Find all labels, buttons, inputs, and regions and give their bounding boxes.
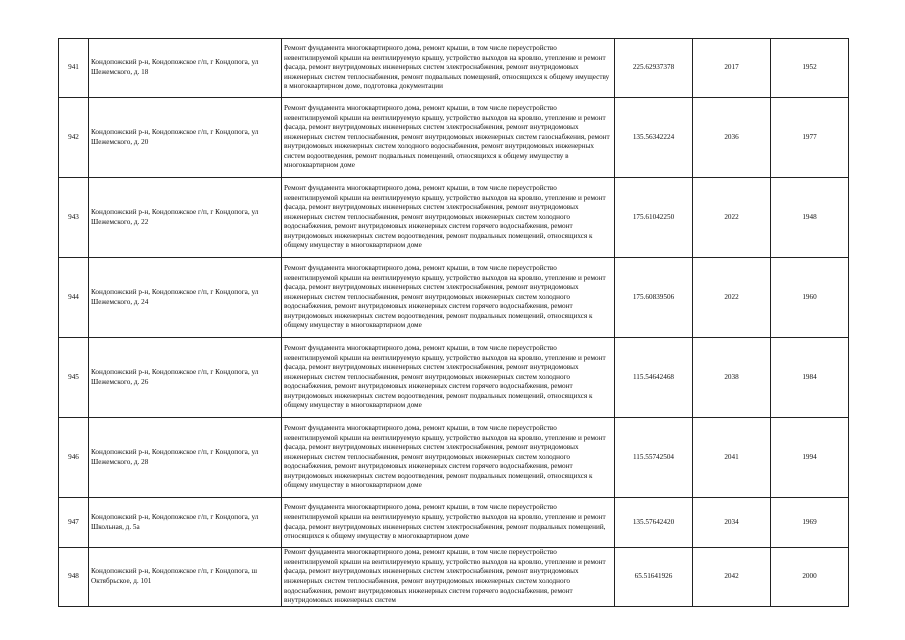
address-cell: Кондопожский р-н, Кондопожское г/п, г Кондопога, ул Шежемского, д. 18 [89, 39, 282, 98]
works-text: Ремонт фундамента многоквартирного дома, ремонт крыши, в том числе переустройство невентилируемой крыши на вентилируемую крышу, устройство выходов на кровлю, утепление и ремонт фасада, ремонт внутридомовых инженерных систем электроснабжения, ремонт внутридомовых инженерных систем теплоснабжения, ремонт внутридомовых инженерных систем холодного водоснабжения, ремонт внутридомовых инженерных систем горячего водоснабжения, ремонт внутридомовых инженерных систем водоотведения, ремонт подвальных помещений, относящихся к общему имуществу в многоквартирном доме [284, 183, 606, 250]
works-cell [282, 498, 615, 548]
planned-year-cell: 2038 [693, 338, 771, 418]
table-row [59, 258, 849, 338]
address-cell: Кондопожский р-н, Кондопожское г/п, г Кондопога, ул Шежемского, д. 24 [89, 258, 282, 338]
cost-cell: 115.54642468 [615, 338, 693, 418]
works-text: Ремонт фундамента многоквартирного дома, ремонт крыши, в том числе переустройство невентилируемой крыши на вентилируемую крышу, устройство выходов на кровлю, утепление и ремонт фасада, ремонт внутридомовых инженерных систем электроснабжения, ремонт внутридомовых инженерных систем теплоснабжения, ремонт подвальных помещений, относящихся к общему имуществу в многоквартирном доме, подготовка документации [284, 44, 610, 91]
cost-cell: 65.51641926 [615, 548, 693, 607]
cost-cell: 135.57642420 [615, 498, 693, 548]
table-row [59, 39, 849, 98]
row-number: 945 [59, 338, 89, 418]
cost-cell: 115.55742504 [615, 418, 693, 498]
works-text: Ремонт фундамента многоквартирного дома, ремонт крыши, в том числе переустройство невентилируемой крыши на вентилируемую крышу, устройство выходов на кровлю, утепление и ремонт фасада, ремонт внутридомовых инженерных систем электроснабжения, ремонт внутридомовых инженерных систем теплоснабжения, ремонт внутридомовых инженерных систем холодного водоснабжения, ремонт внутридомовых инженерных систем горячего водоснабжения, ремонт внутридомовых инженерных систем водоотведения, ремонт подвальных помещений, относящихся к общему имуществу в многоквартирном доме [284, 423, 606, 490]
build-year-cell: 1969 [771, 498, 849, 548]
address-cell: Кондопожский р-н, Кондопожское г/п, г Кондопога, ул Школьная, д. 5а [89, 498, 282, 548]
build-year-cell: 1952 [771, 39, 849, 98]
cost-cell: 175.60839506 [615, 258, 693, 338]
build-year-cell: 2000 [771, 548, 849, 607]
address-cell: Кондопожский р-н, Кондопожское г/п, г Кондопога, ул Шежемского, д. 28 [89, 418, 282, 498]
table-row [59, 498, 849, 548]
planned-year-cell: 2017 [693, 39, 771, 98]
address-cell: Кондопожский р-н, Кондопожское г/п, г Кондопога, ул Шежемского, д. 22 [89, 178, 282, 258]
cost-cell: 175.61042250 [615, 178, 693, 258]
address-cell: Кондопожский р-н, Кондопожское г/п, г Кондопога, ул Шежемского, д. 20 [89, 98, 282, 178]
row-number: 943 [59, 178, 89, 258]
table-row [59, 548, 849, 607]
works-cell [282, 338, 615, 418]
planned-year-cell: 2041 [693, 418, 771, 498]
table-row [59, 178, 849, 258]
works-text: Ремонт фундамента многоквартирного дома, ремонт крыши, в том числе переустройство невентилируемой крыши на вентилируемую крышу, устройство выходов на кровлю, утепление и ремонт фасада, ремонт внутридомовых инженерных систем электроснабжения, ремонт внутридомовых инженерных систем теплоснабжения, ремонт внутридомовых инженерных систем холодного водоснабжения, ремонт внутридомовых инженерных систем горячего водоснабжения, ремонт внутридомовых инженерных систем водоотведения, ремонт подвальных помещений, относящихся к общему имуществу в многоквартирном доме [284, 343, 606, 410]
row-number: 947 [59, 498, 89, 548]
address-cell: Кондопожский р-н, Кондопожское г/п, г Кондопога, ш Октябрьское, д. 101 [89, 548, 282, 607]
build-year-cell: 1948 [771, 178, 849, 258]
address-cell: Кондопожский р-н, Кондопожское г/п, г Кондопога, ул Шежемского, д. 26 [89, 338, 282, 418]
build-year-cell: 1977 [771, 98, 849, 178]
works-cell [282, 178, 615, 258]
table-row [59, 338, 849, 418]
works-cell [282, 548, 615, 607]
row-number: 946 [59, 418, 89, 498]
planned-year-cell: 2042 [693, 548, 771, 607]
planned-year-cell: 2022 [693, 258, 771, 338]
planned-year-cell: 2036 [693, 98, 771, 178]
build-year-cell: 1994 [771, 418, 849, 498]
planned-year-cell: 2034 [693, 498, 771, 548]
works-text: Ремонт фундамента многоквартирного дома, ремонт крыши, в том числе переустройство невентилируемой крыши на вентилируемую крышу, устройство выходов на кровлю, утепление и ремонт фасада, ремонт внутридомовых инженерных систем электроснабжения, ремонт внутридомовых инженерных систем теплоснабжения, ремонт внутридомовых инженерных систем холодного водоснабжения, ремонт внутридомовых инженерных систем горячего водоснабжения, ремонт внутридомовых инженерных систем водоотведения, ремонт подвальных помещений, относящихся к общему имуществу в многоквартирном доме [284, 263, 606, 330]
planned-year-cell: 2022 [693, 178, 771, 258]
row-number: 942 [59, 98, 89, 178]
works-cell [282, 98, 615, 178]
repair-schedule-table [58, 38, 849, 607]
build-year-cell: 1960 [771, 258, 849, 338]
table-row [59, 418, 849, 498]
build-year-cell: 1984 [771, 338, 849, 418]
works-text: Ремонт фундамента многоквартирного дома, ремонт крыши, в том числе переустройство невентилируемой крыши на вентилируемую крышу, устройство выходов на кровлю, утепление и ремонт фасада, ремонт внутридомовых инженерных систем электроснабжения, ремонт внутридомовых инженерных систем теплоснабжения, ремонт внутридомовых инженерных систем газоснабжения, ремонт внутридомовых инженерных систем холодного водоснабжения, ремонт внутридомовых инженерных систем водоотведения, ремонт подвальных помещений, относящихся к общему имуществу в многоквартирном доме [284, 103, 610, 170]
row-number: 944 [59, 258, 89, 338]
works-cell [282, 258, 615, 338]
works-cell [282, 39, 615, 98]
cost-cell: 135.56342224 [615, 98, 693, 178]
works-text: Ремонт фундамента многоквартирного дома, ремонт крыши, в том числе переустройство невентилируемой крыши на вентилируемую крышу, устройство выходов на кровлю, утепление и ремонт фасада, ремонт внутридомовых инженерных систем электроснабжения, ремонт внутридомовых инженерных систем теплоснабжения, ремонт внутридомовых инженерных систем холодного водоснабжения, ремонт внутридомовых инженерных систем горячего водоснабжения, ремонт внутридомовых инженерных систем [284, 548, 606, 605]
cost-cell: 225.62937378 [615, 39, 693, 98]
row-number: 948 [59, 548, 89, 607]
works-text: Ремонт фундамента многоквартирного дома, ремонт крыши, в том числе переустройство невентилируемой крыши на вентилируемую крышу, устройство выходов на кровлю, утепление и ремонт фасада, ремонт внутридомовых инженерных систем электроснабжения, ремонт подвальных помещений, относящихся к общему имуществу в многоквартирном доме [284, 503, 606, 541]
table-row [59, 98, 849, 178]
row-number: 941 [59, 39, 89, 98]
works-cell [282, 418, 615, 498]
